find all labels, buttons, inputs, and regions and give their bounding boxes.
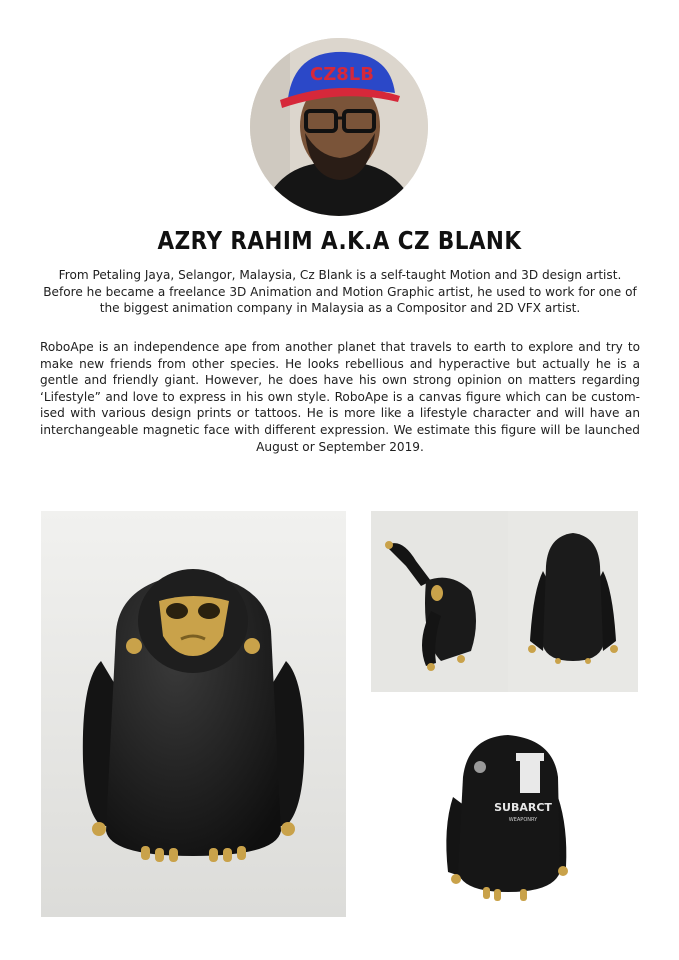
roboape-printed-illustration (408, 697, 608, 919)
roboape-side-photo (371, 511, 508, 692)
artist-title: AZRY RAHIM A.K.A CZ BLANK (157, 226, 522, 255)
roboape-back-photo (508, 511, 638, 692)
figure-print-sub: WEAPONRY (508, 817, 538, 823)
roboape-back-illustration (508, 511, 638, 692)
artist-bio: From Petaling Jaya, Selangor, Malaysia, Cz Blank is a self-taught Motion and 3D design artist. Before he became a freelance 3D Animation and Motion Graphic artist, he used to work for one of the biggest animation company in Malaysia as a Compositor and 2D VFX artist. (43, 268, 637, 316)
artist-portrait-illustration (250, 38, 428, 216)
figure-description: RoboApe is an independence ape from another planet that travels to earth to explore and try to make new friends from other species. He looks rebellious and hyperactive but actually he is a gentle and friendly giant. However, he does have his own strong opinion on matters regarding ‘Lifestyle” and love to express in his own style. RoboApe is a canvas figure which can be custom-ised with various design prints or tattoos. He is more like a lifestyle character and will have an interchangeable magnetic face with different expression. We estimate this figure will be launched August or September 2019. (40, 340, 640, 454)
roboape-front-illustration (41, 511, 346, 917)
figure-print-brand: SUBARCT (494, 801, 552, 814)
roboape-front-photo (41, 511, 346, 917)
cap-graffiti-text: CZ8LB (310, 64, 374, 85)
roboape-side-illustration (371, 511, 508, 692)
artist-avatar (250, 38, 428, 216)
roboape-printed-photo (408, 697, 608, 919)
